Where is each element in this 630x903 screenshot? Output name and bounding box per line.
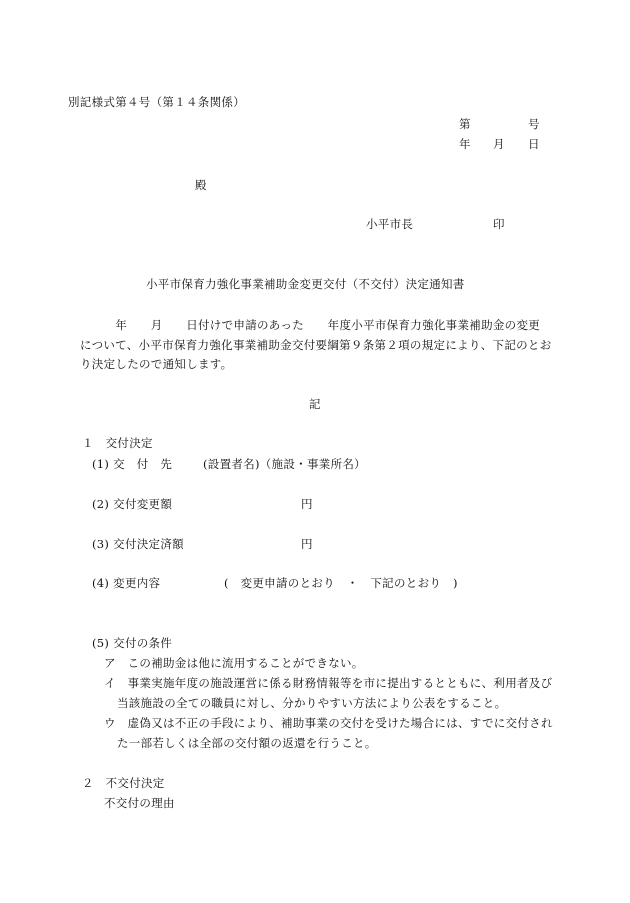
condition-u-line-2: た一部若しくは全部の交付額の返還を行うこと。 [117,736,377,750]
seal-mark: 印 [493,217,505,231]
condition-i-line-2: 当該施設の全ての職員に対し、分かりやすい方法により公表をすること。 [117,696,507,710]
section-1-heading: １ 交付決定 [82,436,153,450]
decided-amount-label: (3) 交付決定済額 [92,537,184,551]
body-line-3: り決定したので通知します。 [80,357,233,371]
condition-i-line-1: イ 事業実施年度の施設運営に係る財務情報等を市に提出するとともに、利用者及び [104,676,553,690]
body-line-2: について、小平市保育力強化事業補助金交付要綱第９条第２項の規定により、下記のとお [80,338,552,352]
change-content-label: (4) 変更内容 [92,576,161,590]
condition-a: ア この補助金は他に流用することができない。 [104,656,364,670]
document-title: 小平市保育力強化事業補助金変更交付（不交付）決定通知書 [146,277,465,291]
ki-marker: 記 [309,397,321,411]
change-content-options: ( 変更申請のとおり ・ 下記のとおり ) [224,576,458,590]
non-grant-reason-label: 不交付の理由 [104,796,175,810]
section-2-heading: ２ 不交付決定 [82,776,165,790]
body-line-1: 年 月 日付けで申請のあった 年度小平市保育力強化事業補助金の変更 [80,318,541,332]
recipient-label: (1) 交 付 先 [92,457,173,471]
document-number-label: 第 [459,117,471,131]
document-number-suffix: 号 [528,117,540,131]
decided-amount-yen: 円 [301,537,313,551]
changed-amount-yen: 円 [301,497,313,511]
date-year-label: 年 [459,137,471,151]
addressee-honorific: 殿 [195,178,207,192]
recipient-value: (設置者名)（施設・事業所名） [203,457,366,471]
date-month-label: 月 [493,137,505,151]
sender-name: 小平市長 [366,217,414,231]
changed-amount-label: (2) 交付変更額 [92,497,173,511]
date-day-label: 日 [528,137,540,151]
grant-conditions-label: (5) 交付の条件 [92,636,173,650]
form-identifier: 別記様式第４号（第１４条関係） [68,95,245,109]
condition-u-line-1: ウ 虚偽又は不正の手段により、補助事業の交付を受けた場合には、すでに交付され [104,716,553,730]
